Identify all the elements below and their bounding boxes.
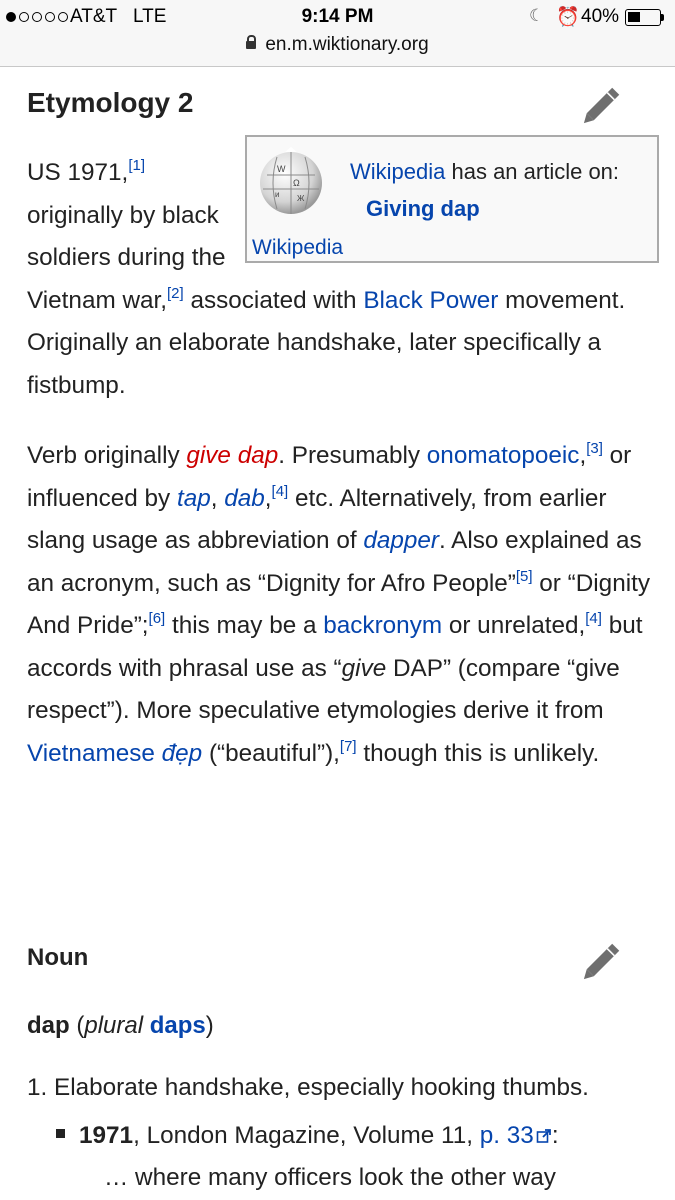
text-span: movement. Originally an elaborate handshake, later specifically a fistbump. — [27, 286, 626, 399]
wikipedia-caption-link[interactable]: Wikipedia — [252, 236, 344, 259]
black-power-link[interactable]: Black Power — [363, 286, 499, 314]
page-33-link[interactable]: p. 33 — [479, 1122, 534, 1149]
quotation-citation — [56, 1122, 559, 1150]
section-heading-etymology: Etymology 2 — [27, 87, 194, 118]
url-text: en.m.wiktionary.org — [265, 34, 429, 55]
quote-year: 1971 — [79, 1122, 134, 1149]
section-heading-noun: Noun — [27, 944, 89, 971]
text-span: Verb originally — [27, 442, 187, 469]
reference-5[interactable]: [5] — [515, 567, 533, 585]
text-span: etc. Alternatively, from earlier slang usage as abbreviation of — [27, 484, 607, 554]
text-span: . Also explained as an acronym, such as “Dignity for Afro People” — [27, 527, 642, 597]
wikipedia-globe-icon — [255, 145, 327, 217]
status-bar — [0, 0, 675, 36]
svg-text:Ж: Ж — [297, 194, 305, 203]
do-not-disturb-icon: ☾ — [529, 6, 545, 25]
browser-top-bar — [0, 0, 675, 67]
text-span: but accords with phrasal use as “ — [27, 612, 643, 682]
quotation-text: … where many officers look the other way — [104, 1164, 556, 1191]
plural-label: plural — [84, 1012, 144, 1039]
wikipedia-link[interactable]: Wikipedia — [350, 159, 446, 184]
reference-6[interactable]: [6] — [148, 610, 166, 627]
text-span: US 1971, — [27, 159, 129, 186]
text-span: or “Dignity And Pride”; — [27, 569, 651, 639]
reference-7[interactable]: [7] — [339, 737, 357, 755]
definition-1: 1. Elaborate handshake, especially hooking thumbs. — [27, 1074, 589, 1101]
text-span: or unrelated, — [442, 612, 586, 639]
giving-dap-link[interactable]: Giving dap — [366, 196, 480, 221]
clock: 9:14 PM — [301, 6, 374, 27]
tap-link[interactable]: tap — [176, 484, 211, 512]
headword-line: dap (plural daps) — [27, 1012, 214, 1039]
edit-pencil-icon[interactable] — [581, 82, 625, 126]
quote-source: , London Magazine, Volume 11, — [133, 1122, 480, 1149]
lock-icon — [246, 41, 256, 49]
italic-give: give — [341, 654, 387, 682]
give-dap-redlink[interactable]: give dap — [186, 442, 279, 469]
battery-percent: 40% — [581, 6, 620, 27]
text-span: originally by black soldiers during the Vietnam war, — [27, 201, 226, 314]
dapper-link[interactable]: dapper — [363, 527, 439, 554]
svg-text:Ω: Ω — [293, 178, 300, 188]
text-span: this may be a — [165, 612, 324, 639]
text-span: associated with — [183, 286, 364, 314]
headword: dap — [27, 1012, 70, 1039]
text-span: , — [579, 442, 587, 469]
text-span — [155, 740, 162, 767]
text-span: , — [264, 484, 272, 512]
svg-text:W: W — [277, 164, 286, 174]
text-span: , — [210, 484, 225, 512]
vietnamese-link[interactable]: Vietnamese — [27, 739, 155, 767]
svg-text:и: и — [275, 190, 280, 199]
external-link-icon[interactable] — [536, 1128, 552, 1144]
backronym-link[interactable]: backronym — [323, 612, 443, 639]
network-type: LTE — [133, 6, 167, 27]
wikipedia-box-text: has an article on: — [445, 159, 620, 184]
reference-3[interactable]: [3] — [586, 440, 603, 457]
bullet-icon — [56, 1129, 65, 1138]
reference-2[interactable]: [2] — [167, 284, 184, 302]
plural-daps-link[interactable]: daps — [149, 1012, 206, 1039]
text-span: . Presumably — [278, 442, 427, 469]
etymology-paragraph-2 — [27, 435, 659, 775]
text-span: though this is unlikely. — [356, 739, 600, 767]
edit-pencil-icon-noun[interactable] — [581, 938, 625, 982]
onomatopoeic-link[interactable]: onomatopoeic — [426, 442, 580, 469]
text-span: or influenced by — [27, 442, 632, 512]
reference-1[interactable]: [1] — [128, 157, 145, 174]
dep-link[interactable]: đẹp — [161, 739, 203, 767]
carrier-name: AT&T — [70, 6, 118, 27]
battery-icon — [625, 9, 661, 26]
text-span: (“beautiful”), — [202, 739, 340, 767]
etymology-text — [27, 152, 659, 775]
wikipedia-infobox — [245, 135, 659, 263]
text-span: DAP” (compare “give respect”). More speculative etymologies derive it from — [27, 654, 620, 724]
quote-colon: : — [551, 1122, 559, 1149]
alarm-icon: ⏰ — [556, 7, 580, 28]
reference-4-repeat[interactable]: [4] — [585, 610, 602, 627]
dab-link[interactable]: dab — [224, 484, 265, 512]
address-bar[interactable] — [0, 34, 675, 56]
reference-4[interactable]: [4] — [271, 482, 289, 500]
